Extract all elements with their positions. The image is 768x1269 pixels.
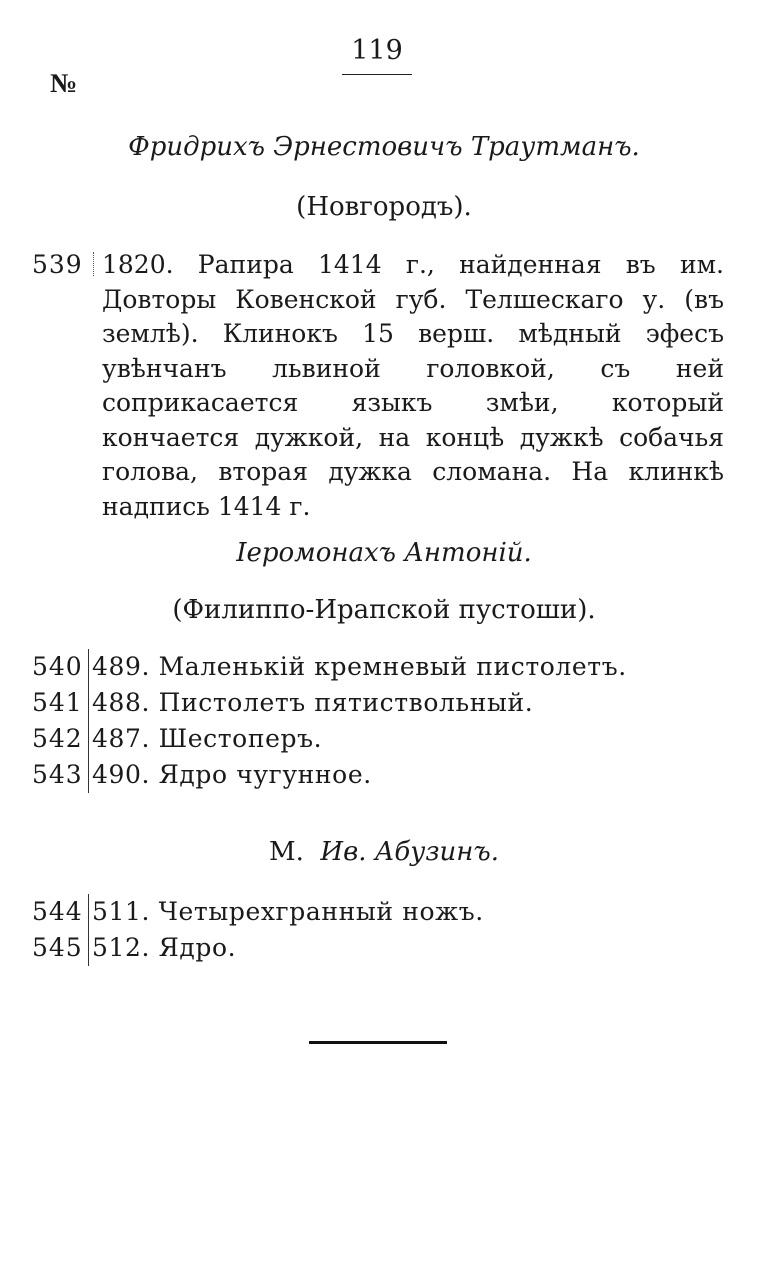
entry-number: 543 [32, 760, 83, 789]
entry-separator [93, 252, 94, 276]
number-sign: № [50, 68, 78, 98]
list-item [32, 649, 732, 685]
entry-number: 542 [32, 724, 83, 753]
entry-text: 511. Четырехгранный ножъ. [92, 897, 484, 926]
entry-text: 512. Ядро. [92, 933, 237, 962]
list-item [32, 685, 732, 721]
entry-separator [88, 930, 89, 966]
donor-name: Ив. Абузинъ. [320, 837, 500, 867]
donor-place: (Новгородъ). [296, 192, 472, 222]
page-number-underline [342, 74, 412, 75]
catalog-entry [32, 248, 732, 521]
entry-list [32, 894, 732, 966]
entry-number: 544 [32, 897, 83, 926]
entry-separator [88, 685, 89, 721]
entry-number: 539 [32, 250, 83, 279]
end-rule [309, 1041, 447, 1044]
list-item [32, 757, 732, 793]
donor-initial: М. [268, 837, 304, 867]
entry-number: 540 [32, 652, 83, 681]
list-item [32, 721, 732, 757]
entry-number: 545 [32, 933, 83, 962]
entry-number: 541 [32, 688, 83, 717]
donor-place: (Филиппо-Ирапской пустоши). [172, 595, 596, 625]
donor-name: Іеромонахъ Антоній. [236, 538, 532, 568]
entry-list [32, 649, 732, 793]
page-number: 119 [351, 35, 403, 66]
entry-separator [88, 649, 89, 685]
donor-name-line [0, 836, 768, 868]
entry-text: 489. Маленькій кремневый пистолетъ. [92, 652, 627, 681]
entry-text: 487. Шестоперъ. [92, 724, 323, 753]
donor-name: Фридрихъ Эрнестовичъ Траутманъ. [128, 132, 640, 162]
entry-separator [88, 721, 89, 757]
list-item [32, 894, 732, 930]
list-item [32, 930, 732, 966]
entry-separator [88, 757, 89, 793]
entry-text: 1820. Рапира 1414 г., найденная въ им. Довторы Ковенской губ. Телшескаго у. (въ землѣ). Клинокъ 15 верш. мѣдный эфесъ увѣнчанъ львиной головкой, съ ней соприкасается языкъ змѣи, который кончается дужкой, на концѣ дужкѣ собачья голова, вторая дужка сломана. На клинкѣ надпись 1414 г. [102, 250, 724, 521]
entry-separator [88, 894, 89, 930]
entry-text: 488. Пистолетъ пятиствольный. [92, 688, 534, 717]
entry-text: 490. Ядро чугунное. [92, 760, 372, 789]
